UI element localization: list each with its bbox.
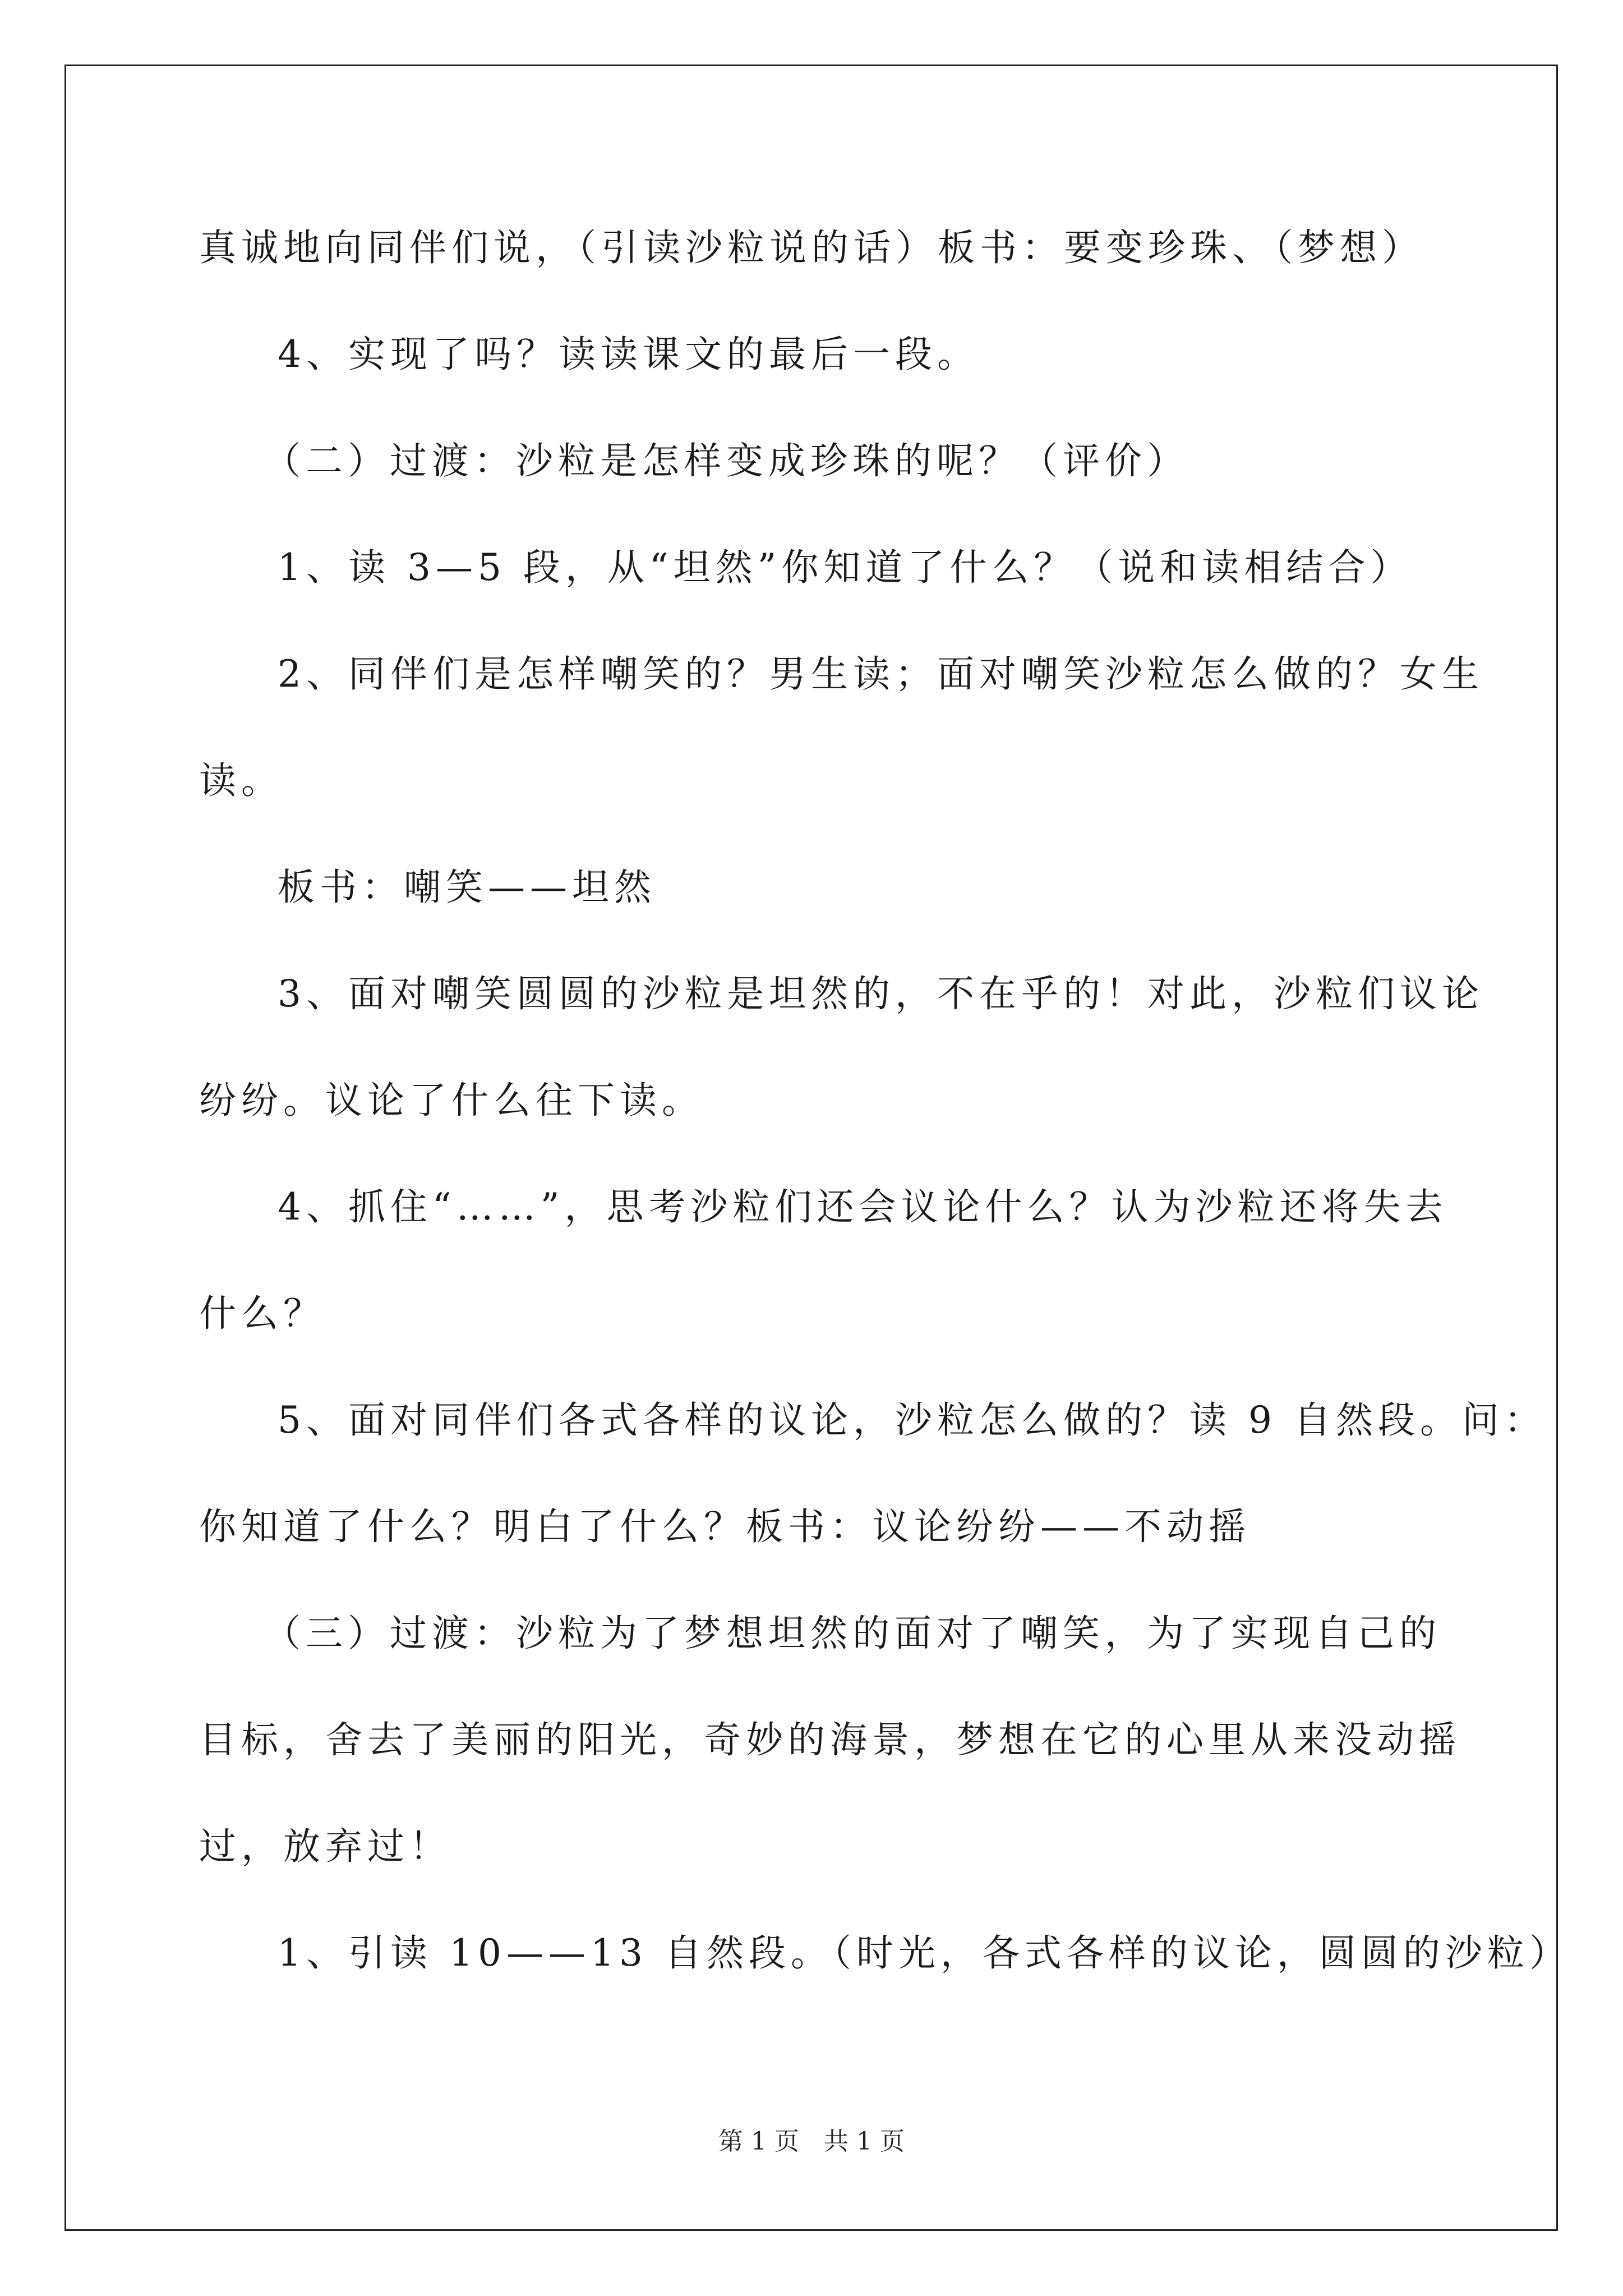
text-line: 2、同伴们是怎样嘲笑的？男生读；面对嘲笑沙粒怎么做的？女生 xyxy=(278,652,1484,696)
text-line: 5、面对同伴们各式各样的议论，沙粒怎么做的？读 9 自然段。问： xyxy=(278,1398,1546,1442)
text-line: （三）过渡：沙粒为了梦想坦然的面对了嘲笑，为了实现自己的 xyxy=(264,1612,1441,1655)
text-line: 4、实现了吗？读读课文的最后一段。 xyxy=(278,333,979,376)
page-border xyxy=(64,65,1558,2231)
text-line: 纷纷。议论了什么往下读。 xyxy=(199,1079,704,1122)
text-line: 过，放弃过！ xyxy=(199,1825,451,1868)
text-line: 真诚地向同伴们说，（引读沙粒说的话）板书：要变珍珠、（梦想） xyxy=(199,226,1424,269)
text-line: 读。 xyxy=(199,759,283,802)
text-line: 目标，舍去了美丽的阳光，奇妙的海景，梦想在它的心里从来没动摇 xyxy=(199,1718,1461,1761)
text-line: 你知道了什么？明白了什么？板书：议论纷纷——不动摇 xyxy=(199,1505,1251,1548)
text-line: （二）过渡：沙粒是怎样变成珍珠的呢？（评价） xyxy=(264,439,1189,482)
text-line: 板书：嘲笑——坦然 xyxy=(278,866,656,909)
page-number-footer: 第 1 页 共 1 页 xyxy=(718,2127,905,2156)
text-line: 什么？ xyxy=(199,1292,325,1335)
text-line: 3、面对嘲笑圆圆的沙粒是坦然的，不在乎的！对此，沙粒们议论 xyxy=(278,972,1484,1015)
text-line: 4、抓住“……”，思考沙粒们还会议论什么？认为沙粒还将失去 xyxy=(278,1185,1448,1228)
text-line: 1、引读 10——13 自然段。（时光，各式各样的议论，圆圆的沙粒） xyxy=(278,1931,1571,1975)
text-line: 1、读 3—5 段，从“坦然”你知道了什么？（说和读相结合） xyxy=(278,546,1413,589)
